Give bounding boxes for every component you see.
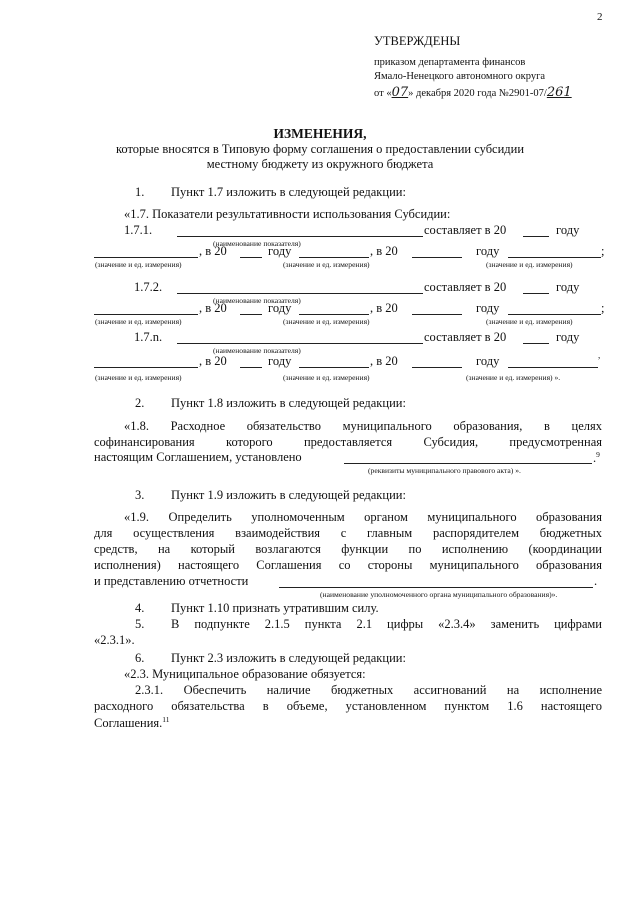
item-1-text: Пункт 1.7 изложить в следующей редакции: — [171, 185, 406, 199]
caption: (наименование уполномоченного органа муниципального образования)». — [320, 590, 558, 599]
caption: (значение и ед. измерения) — [486, 317, 573, 326]
caption: (наименование показателя) — [213, 239, 301, 248]
item-6-text: Пункт 2.3 изложить в следующей редакции: — [171, 651, 406, 665]
approval-line-2: Ямало-Ненецкого автономного округа — [374, 71, 546, 82]
blank-line — [177, 343, 423, 344]
caption-end: (значение и ед. измерения) ». — [466, 373, 561, 382]
quote-2-3-1-line-3: Соглашения.$^{11}$ — [94, 715, 170, 731]
caption: (значение и ед. измерения) — [283, 260, 370, 269]
row-text: году — [268, 354, 292, 368]
blank-line — [94, 367, 198, 368]
page-number: 2 — [597, 11, 603, 23]
row-text: , в 20 — [370, 244, 398, 258]
blank-line — [177, 293, 423, 294]
blank-line — [240, 367, 262, 368]
blank-line — [412, 257, 462, 258]
row-text: , — [598, 350, 601, 360]
item-6-number: 6. — [135, 651, 145, 665]
quote-1-9-line-2: для осуществления взаимодействия с главным распорядителем бюджетных — [94, 526, 602, 540]
row-text: году — [556, 223, 580, 237]
quote-1-9-period: . — [594, 574, 598, 588]
caption: (наименование показателя) — [213, 346, 301, 355]
blank-line — [240, 314, 262, 315]
quote-1-7: «1.7. Показатели результативности использования Субсидии: — [124, 207, 451, 221]
row-1-7-1-label: 1.7.1. — [124, 223, 153, 237]
row-1-7-n-label: 1.7.n. — [134, 330, 163, 344]
blank-line — [508, 367, 598, 368]
quote-2-3: «2.3. Муниципальное образование обязуется: — [124, 667, 366, 681]
caption: (значение и ед. измерения) — [283, 373, 370, 382]
blank-line — [508, 314, 601, 315]
blank-line — [177, 236, 423, 237]
row-text: составляет в 20 — [424, 330, 507, 344]
item-5-number: 5. — [135, 617, 145, 631]
blank-line — [299, 257, 369, 258]
quote-1-8-line-1: «1.8. Расходное обязательство муниципального образования, в целях — [124, 419, 602, 433]
quote-1-9-line-5: и представлению отчетности — [94, 574, 249, 588]
caption: (значение и ед. измерения) — [95, 373, 182, 382]
row-text: году — [476, 354, 500, 368]
blank-line — [412, 314, 462, 315]
row-text: году — [556, 280, 580, 294]
caption: (реквизиты муниципального правового акта) ». — [368, 466, 521, 475]
row-text: ; — [601, 301, 605, 315]
caption: (значение и ед. измерения) — [95, 260, 182, 269]
row-text: , в 20 — [370, 301, 398, 315]
row-text: составляет в 20 — [424, 223, 507, 237]
caption: (значение и ед. измерения) — [283, 317, 370, 326]
item-1-number: 1. — [135, 185, 145, 199]
blank-line — [299, 367, 369, 368]
blank-line — [523, 293, 549, 294]
document-subtitle-2: местному бюджету из окружного бюджета — [206, 157, 434, 171]
item-5-text: В подпункте 2.1.5 пункта 2.1 цифры «2.3.4» заменить цифрами — [171, 617, 602, 631]
blank-line — [412, 367, 462, 368]
row-text: , в 20 — [199, 354, 227, 368]
row-1-7-2-label: 1.7.2. — [134, 280, 163, 294]
blank-line — [299, 314, 369, 315]
blank-line — [94, 257, 198, 258]
row-text: , в 20 — [370, 354, 398, 368]
footnote-11: 11 — [162, 715, 170, 724]
quote-1-9-line-4: исполнения) настоящего Соглашения со стороны муниципального образования — [94, 558, 602, 572]
item-4-number: 4. — [135, 601, 145, 615]
blank-line — [279, 587, 593, 588]
row-text: году — [476, 244, 500, 258]
item-2-number: 2. — [135, 396, 145, 410]
quote-1-9-line-3: средств, на который возлагаются функции по исполнению (координации — [94, 542, 602, 556]
blank-line — [523, 236, 549, 237]
item-4-text: Пункт 1.10 признать утратившим силу. — [171, 601, 379, 615]
row-text: году — [556, 330, 580, 344]
row-text: , в 20 — [199, 244, 227, 258]
document-title: ИЗМЕНЕНИЯ, — [273, 126, 367, 141]
blank-line — [344, 463, 592, 464]
caption: (значение и ед. измерения) — [95, 317, 182, 326]
quote-2-3-1-line-2: расходного обязательства в объеме, установленном пунктом 1.6 настоящего — [94, 699, 602, 713]
caption: (значение и ед. измерения) — [486, 260, 573, 269]
footnote-9: 9 — [596, 450, 600, 459]
caption: (наименование показателя) — [213, 296, 301, 305]
item-3-number: 3. — [135, 488, 145, 502]
blank-line — [94, 314, 198, 315]
quote-1-8-line-2: софинансирования которого предоставляется Субсидия, предусмотренная — [94, 435, 602, 449]
blank-line — [508, 257, 601, 258]
quote-1-8-line-3: настоящим Соглашением, установлено — [94, 450, 302, 464]
blank-line — [523, 343, 549, 344]
quote-2-3-1-line-1: 2.3.1. Обеспечить наличие бюджетных ассигнований на исполнение — [135, 683, 602, 697]
row-text: ; — [601, 244, 605, 258]
document-subtitle-1: которые вносятся в Типовую форму соглашения о предоставлении субсидии — [115, 142, 525, 156]
approval-heading: УТВЕРЖДЕНЫ — [374, 34, 461, 48]
approval-line-1: приказом департамента финансов — [374, 57, 526, 68]
row-text: году — [268, 244, 292, 258]
row-text: году — [476, 301, 500, 315]
blank-line — [240, 257, 262, 258]
item-2-text: Пункт 1.8 изложить в следующей редакции: — [171, 396, 406, 410]
item-5-continuation: «2.3.1». — [94, 633, 135, 647]
quote-1-9-line-1: «1.9. Определить уполномоченным органом муниципального образования — [124, 510, 602, 524]
row-text: составляет в 20 — [424, 280, 507, 294]
handwritten-day: 07 — [391, 85, 409, 100]
item-3-text: Пункт 1.9 изложить в следующей редакции: — [171, 488, 406, 502]
row-text: , в 20 — [199, 301, 227, 315]
approval-line-3: от «07» декабря 2020 года №2901-07/261 — [374, 85, 572, 100]
quote-1-8-period: .$^9$ — [593, 450, 600, 466]
row-text: году — [268, 301, 292, 315]
handwritten-number: 261 — [546, 85, 572, 100]
